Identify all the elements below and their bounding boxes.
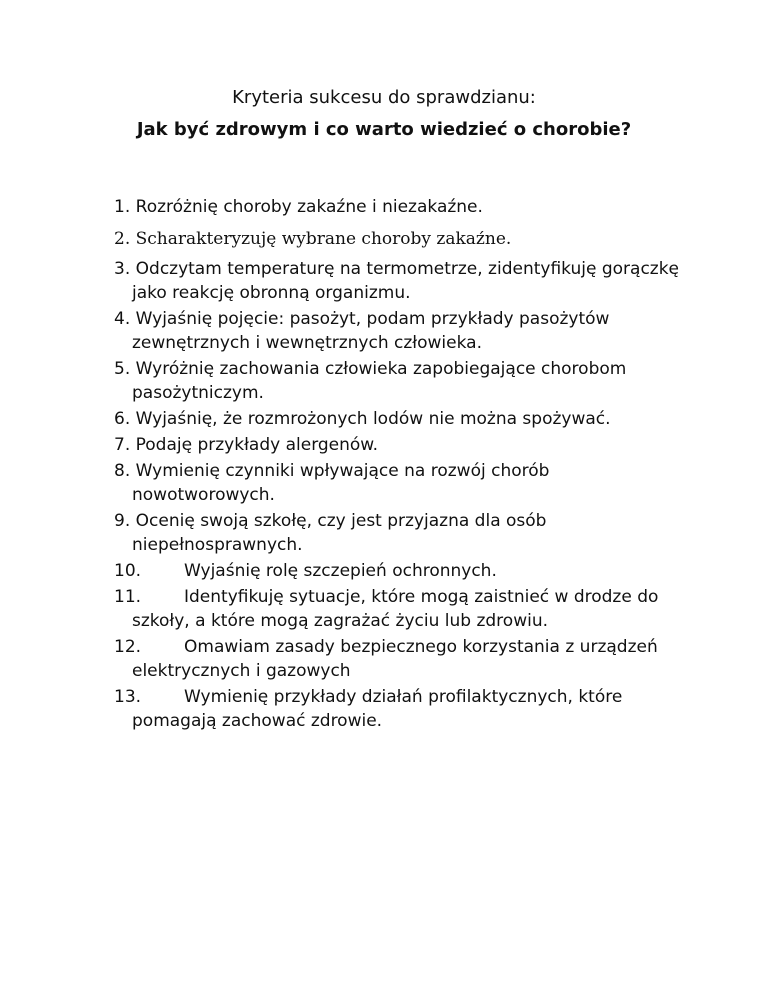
item-number: 7. <box>114 435 131 455</box>
criteria-item <box>114 585 684 633</box>
item-number: 13. <box>114 687 142 707</box>
criteria-item <box>114 227 684 251</box>
item-text: Wyjaśnię rolę szczepień ochronnych. <box>184 561 497 581</box>
item-text: Ocenię swoją szkołę, czy jest przyjazna dla osób niepełnosprawnych. <box>132 511 547 555</box>
item-text: Wymienię przykłady działań profilaktycznych, które pomagają zachować zdrowie. <box>132 687 623 731</box>
item-number: 1. <box>114 197 131 217</box>
item-text: Wyróżnię zachowania człowieka zapobiegające chorobom pasożytniczym. <box>132 359 627 403</box>
item-number: 10. <box>114 561 142 581</box>
item-text: Wyjaśnię pojęcie: pasożyt, podam przykłady pasożytów zewnętrznych i wewnętrznych człowieka. <box>132 309 610 353</box>
criteria-list <box>114 195 684 735</box>
item-text: Wymienię czynniki wpływające na rozwój chorób nowotworowych. <box>132 461 550 505</box>
criteria-item <box>114 685 684 733</box>
document-title: Jak być zdrowym i co warto wiedzieć o chorobie? <box>136 119 632 140</box>
item-number: 9. <box>114 511 131 531</box>
criteria-item <box>114 407 684 431</box>
item-number: 2. <box>114 229 131 249</box>
document-subtitle: Kryteria sukcesu do sprawdzianu: <box>232 87 536 108</box>
item-text: Odczytam temperaturę na termometrze, zidentyfikuję gorączkę jako reakcję obronną organizmu. <box>132 259 680 303</box>
criteria-item <box>114 195 684 219</box>
item-number: 5. <box>114 359 131 379</box>
criteria-item <box>114 257 684 305</box>
criteria-item <box>114 559 684 583</box>
criteria-item <box>114 459 684 507</box>
item-text: Rozróżnię choroby zakaźne i niezakaźne. <box>135 197 483 217</box>
item-text: Scharakteryzuję wybrane choroby zakaźne. <box>135 229 512 249</box>
criteria-item <box>114 433 684 457</box>
item-text: Wyjaśnię, że rozmrożonych lodów nie można spożywać. <box>135 409 611 429</box>
item-number: 4. <box>114 309 131 329</box>
criteria-item <box>114 307 684 355</box>
item-number: 3. <box>114 259 131 279</box>
item-text: Omawiam zasady bezpiecznego korzystania z urządzeń elektrycznych i gazowych <box>132 637 658 681</box>
criteria-item <box>114 357 684 405</box>
item-number: 8. <box>114 461 131 481</box>
item-number: 6. <box>114 409 131 429</box>
criteria-item <box>114 635 684 683</box>
item-number: 11. <box>114 587 142 607</box>
criteria-item <box>114 509 684 557</box>
item-number: 12. <box>114 637 142 657</box>
item-text: Podaję przykłady alergenów. <box>135 435 379 455</box>
item-text: Identyfikuję sytuacje, które mogą zaistnieć w drodze do szkoły, a które mogą zagrażać życiu lub zdrowiu. <box>132 587 659 631</box>
